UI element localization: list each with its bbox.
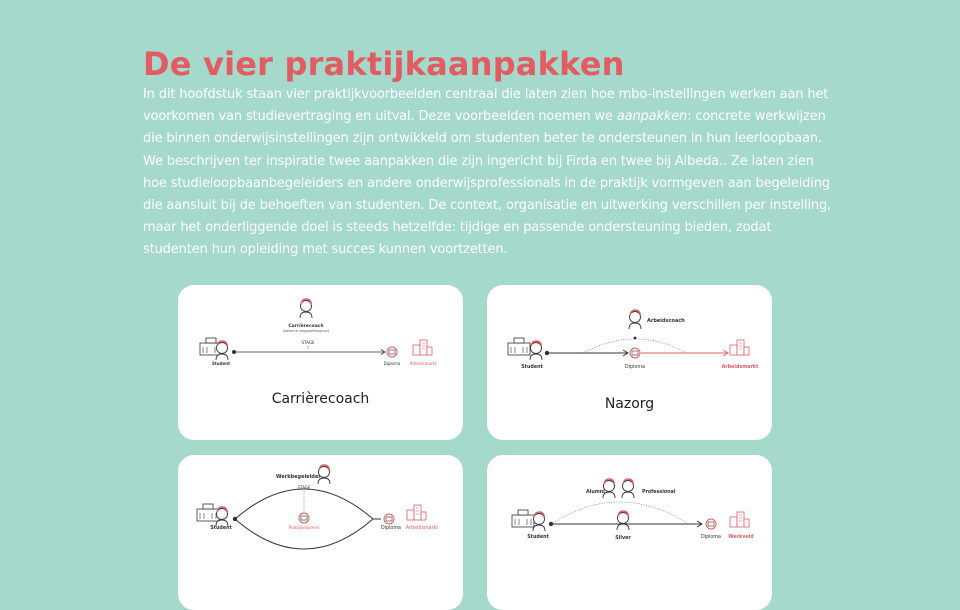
card-title: Nazorg	[604, 396, 655, 412]
intro-emphasis: aanpakken	[616, 109, 688, 125]
intro-text-start: In dit hoofdstuk staan vier praktijkvoorbeelden centraal die laten zien hoe mbo-instellingen werken aan het voorkomen van studievertraging en uitval. Deze voorbeelden noemen we	[143, 87, 829, 125]
market-label: Arbeidsmarkt	[721, 365, 759, 370]
alumni-label: Alumni	[586, 490, 605, 495]
page-title: De vier praktijkaanpakken	[143, 45, 625, 83]
werkbegeleider-diagram	[178, 455, 463, 610]
intro-text-end: : concrete werkwijzen die binnen onderwijsinstellingen zijn ontwikkeld om studenten beter te ondersteunen in hun leerloopbaan. We beschrijven ter inspiratie twee aanpakken die zijn ingericht bij Firda en twee bij Albeda.. Ze laten zien hoe studieloopbaanbegeleiders en andere onderwijsprofessionals in de praktijk vormgeven aan begeleiding die aansluit bij de behoeften van studenten. De context, organisatie en uitwerking verschillen per instelling, maar het onderliggende doel is steeds hetzelfde: tijdige en passende ondersteuning bieden, zodat studenten hun opleiding met succes kunnen voortzetten.	[143, 109, 832, 258]
market-label: Arbeidsmarkt	[405, 526, 439, 531]
person-icon	[629, 310, 641, 329]
silver-label: Silver	[615, 536, 631, 541]
card-alumni[interactable]	[487, 455, 772, 610]
market-label: Arbeidsmarkt	[409, 361, 437, 366]
city-icon	[413, 340, 432, 355]
diploma-label: Diploma	[625, 365, 645, 370]
market-label: Werkveld	[728, 535, 754, 540]
person-icon	[530, 341, 542, 360]
person-icon	[300, 299, 312, 318]
diploma-icon	[706, 519, 716, 529]
diploma-label: Diploma	[701, 535, 721, 540]
carrierecoach-diagram	[178, 285, 463, 440]
coach-label: Carrièrecoach	[288, 324, 324, 329]
card-nazorg[interactable]	[487, 285, 772, 440]
person-icon	[617, 511, 629, 530]
student-label: Student	[212, 361, 230, 366]
card-title: Carrièrecoach	[271, 391, 370, 407]
alumni-diagram	[487, 455, 772, 610]
diploma-icon	[299, 513, 309, 523]
card-werkbegeleider[interactable]	[178, 455, 463, 610]
school-building-icon	[197, 504, 219, 521]
city-icon	[730, 340, 749, 355]
coach-label: Arbeidscoach	[647, 318, 685, 324]
diploma-label: Diploma	[381, 526, 401, 531]
stage-label: STAGE	[301, 340, 315, 345]
city-icon	[730, 512, 749, 527]
person-icon	[216, 341, 228, 360]
person-icon	[603, 479, 615, 498]
coach-sublabel: (externe zorgprofessional)	[282, 329, 330, 333]
diploma-icon	[384, 514, 394, 524]
stage-label: STAGE	[297, 485, 311, 490]
card-carrierecoach[interactable]	[178, 285, 463, 440]
middle-label: Praktijkexamen	[288, 525, 320, 530]
professional-label: Professional	[642, 490, 676, 495]
diploma-icon	[630, 348, 640, 358]
diploma-label: Diploma	[383, 361, 401, 366]
student-label: Student	[527, 535, 549, 540]
diploma-icon	[387, 347, 397, 357]
person-icon	[622, 479, 634, 498]
school-building-icon	[508, 338, 530, 355]
school-building-icon	[512, 510, 534, 527]
intro-paragraph	[143, 84, 833, 262]
student-label: Student	[521, 365, 543, 370]
student-label: Student	[210, 526, 232, 531]
coach-label: Werkbegeleider	[276, 474, 321, 480]
person-icon	[318, 465, 330, 484]
nazorg-diagram	[487, 285, 772, 440]
person-icon	[533, 512, 545, 531]
person-icon	[216, 507, 228, 526]
chapter-intro	[143, 44, 833, 262]
city-icon	[407, 505, 426, 520]
